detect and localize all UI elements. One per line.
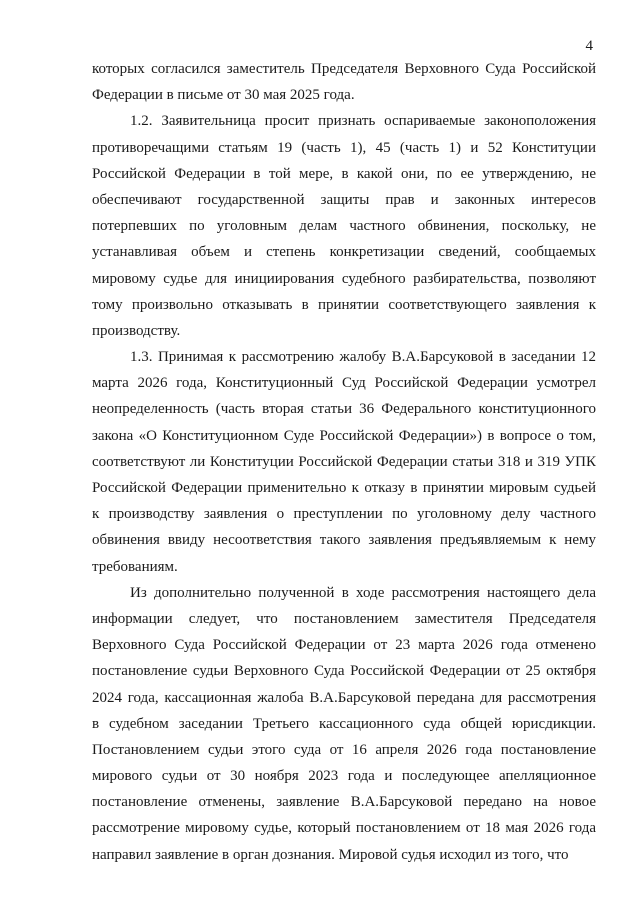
text-line: Федерации в письме от 30 мая 2025 года. <box>92 87 355 104</box>
text-line: Из дополнительно полученной в ходе рассмотрения настоящего дела <box>130 584 596 601</box>
paragraph <box>92 580 596 868</box>
text-line: 1.3. Принимая к рассмотрению жалобу В.А.Барсуковой в заседании 12 <box>130 349 596 366</box>
text-line: требованиям. <box>92 558 178 575</box>
text-line: рассмотрение мировому судье, который постановлением от 18 мая 2026 года <box>92 820 596 837</box>
text-line: тому произвольно отказывать в принятии соответствующего заявления к <box>92 296 596 313</box>
text-line: соответствуют ли Конституции Российской Федерации статьи 318 и 319 УПК <box>92 453 596 470</box>
text-line: 1.2. Заявительница просит признать оспариваемые законоположения <box>130 113 596 130</box>
document-body <box>92 56 596 868</box>
text-line: производству. <box>92 322 181 339</box>
text-line: направил заявление в орган дознания. Мировой судья исходил из того, что <box>92 846 569 863</box>
text-line: Верховного Суда Российской Федерации от 23 марта 2026 года отменено <box>92 637 596 654</box>
text-line: устанавливая объем и степень конкретизации сведений, сообщаемых <box>92 244 596 261</box>
page-number: 4 <box>585 38 593 54</box>
text-line: постановление судьи Верховного Суда Российской Федерации от 25 октября <box>92 663 596 680</box>
text-line: закона «О Конституционном Суде Российской Федерации») в вопросе о том, <box>92 427 596 444</box>
text-line: 2024 года, кассационная жалоба В.А.Барсуковой передана для рассмотрения <box>92 689 596 706</box>
text-line: мировому судье для инициирования судебного разбирательства, позволяют <box>92 270 596 287</box>
paragraph <box>92 56 596 108</box>
text-line: в судебном заседании Третьего кассационного суда общей юрисдикции. <box>92 715 596 732</box>
text-line: информации следует, что постановлением заместителя Председателя <box>92 610 596 627</box>
text-line: к производству заявления о преступлении по уголовному делу частного <box>92 506 596 523</box>
text-line: Российской Федерации применительно к отказу в принятии мировым судьей <box>92 480 596 496</box>
paragraph <box>92 344 596 580</box>
text-line: Российской Федерации в той мере, в какой они, по ее утверждению, не <box>92 165 596 182</box>
text-line: противоречащими статьям 19 (часть 1), 45 (часть 1) и 52 Конституции <box>92 139 596 156</box>
text-line: которых согласился заместитель Председателя Верховного Суда Российской <box>92 61 596 77</box>
text-line: обвинения ввиду несоответствия такого заявления предъявляемым к нему <box>92 532 596 549</box>
text-line: Постановлением судьи этого суда от 16 апреля 2026 года постановление <box>92 741 596 758</box>
text-line: мирового судьи от 30 ноября 2023 года и последующее апелляционное <box>92 768 596 785</box>
text-line: марта 2026 года, Конституционный Суд Российской Федерации усмотрел <box>92 375 596 392</box>
text-line: потерпевших по уголовным делам частного обвинения, поскольку, не <box>92 218 596 235</box>
paragraph <box>92 108 596 344</box>
text-line: обеспечивают государственной защиты прав и законных интересов <box>92 191 596 208</box>
text-line: неопределенность (часть вторая статьи 36 Федерального конституционного <box>92 401 596 418</box>
text-line: постановление отменены, заявление В.А.Барсуковой передано на новое <box>92 794 596 811</box>
